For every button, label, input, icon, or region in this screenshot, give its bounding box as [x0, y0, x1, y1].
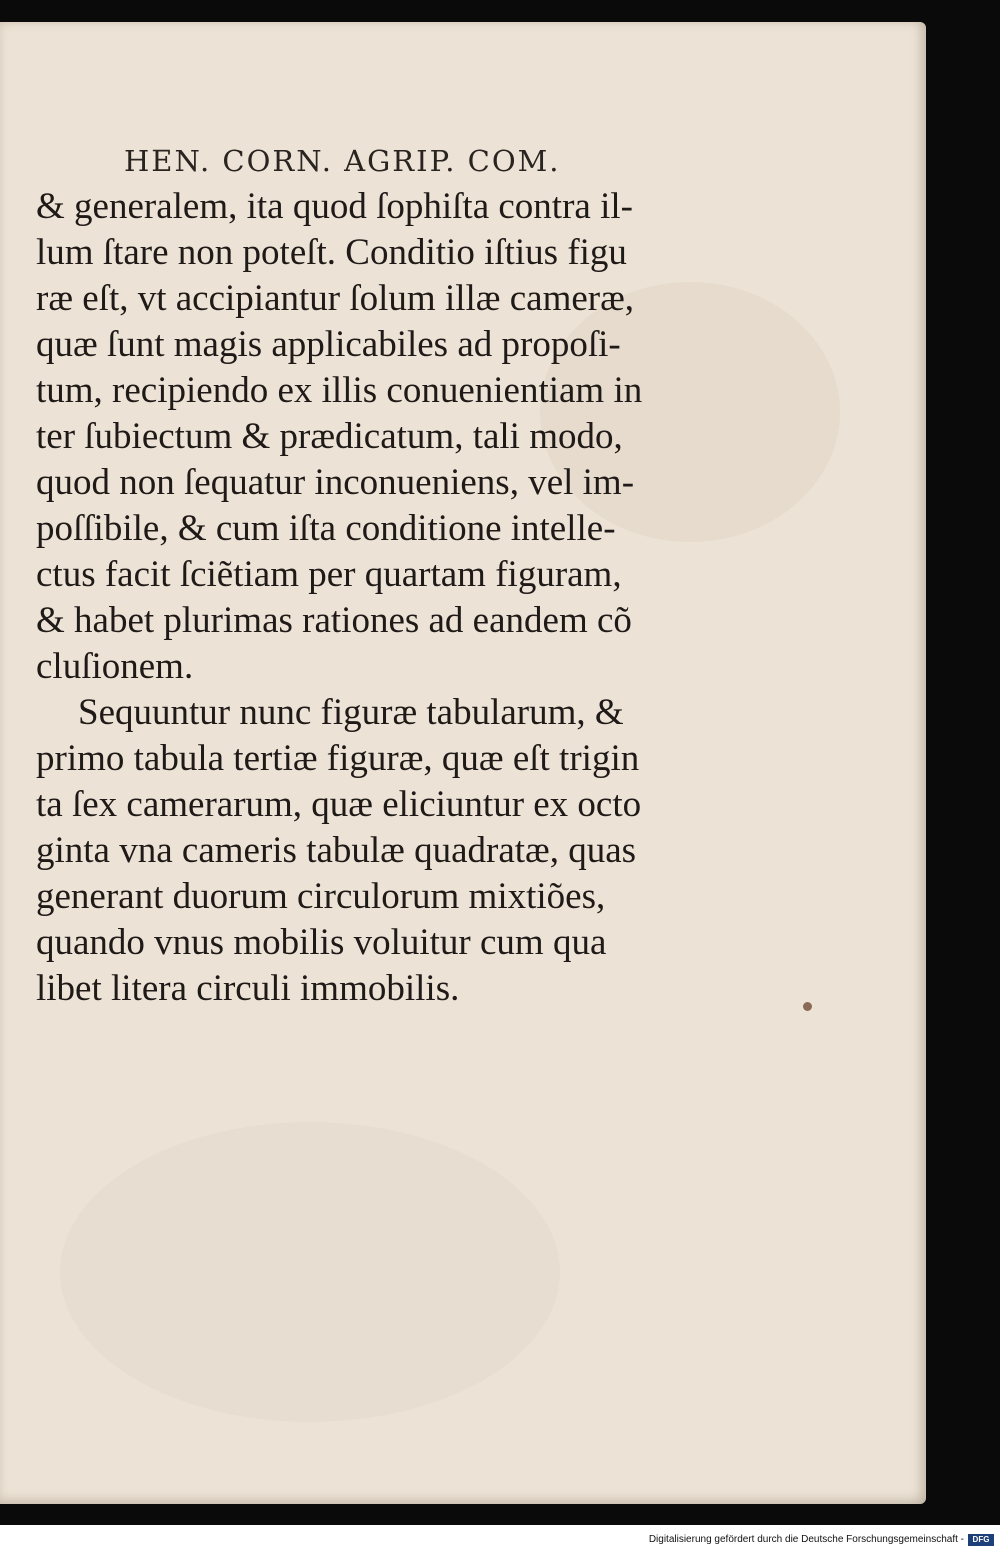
paper-stain — [60, 1122, 560, 1422]
text-line: lum ſtare non poteſt. Conditio iſtius figu — [36, 232, 627, 273]
text-line: poſſibile, & cum iſta conditione intelle- — [36, 508, 616, 549]
text-line: ter ſubiectum & prædicatum, tali modo, — [36, 416, 623, 457]
text-line: ræ eſt, vt accipiantur ſolum illæ cameræ, — [36, 278, 635, 319]
text-line: ginta vna cameris tabulæ quadratæ, quas — [36, 830, 637, 871]
text-line: ctus facit ſciẽtiam per quartam figuram, — [36, 554, 622, 595]
text-line: cluſionem. — [36, 646, 194, 687]
text-line: ta ſex camerarum, quæ eliciuntur ex octo — [36, 784, 642, 825]
text-line: & generalem, ita quod ſophiſta contra il- — [36, 186, 633, 227]
digitization-footer — [0, 1525, 1000, 1551]
paragraph-start-line: Sequuntur nunc figuræ tabularum, & — [78, 692, 624, 733]
text-line: & habet plurimas rationes ad eandem cõ — [36, 600, 632, 641]
text-line: generant duorum circulorum mixtiões, — [36, 876, 606, 917]
ink-spot — [803, 1002, 812, 1011]
body-text — [36, 184, 736, 1012]
text-line: primo tabula tertiæ figuræ, quæ eſt trigin — [36, 738, 640, 779]
funding-note: Digitalisierung gefördert durch die Deutsche Forschungsgemeinschaft - — [648, 1534, 964, 1545]
text-line: quæ ſunt magis applicabiles ad propoſi- — [36, 324, 621, 365]
dfg-logo: DFG — [968, 1534, 994, 1546]
running-head: HEN. CORN. AGRIP. COM. — [124, 144, 561, 178]
text-line: quando vnus mobilis voluitur cum qua — [36, 922, 607, 963]
text-line: tum, recipiendo ex illis conuenientiam in — [36, 370, 643, 411]
text-line: quod non ſequatur inconueniens, vel im- — [36, 462, 635, 503]
book-page — [0, 22, 926, 1504]
text-line: libet litera circuli immobilis. — [36, 968, 460, 1009]
